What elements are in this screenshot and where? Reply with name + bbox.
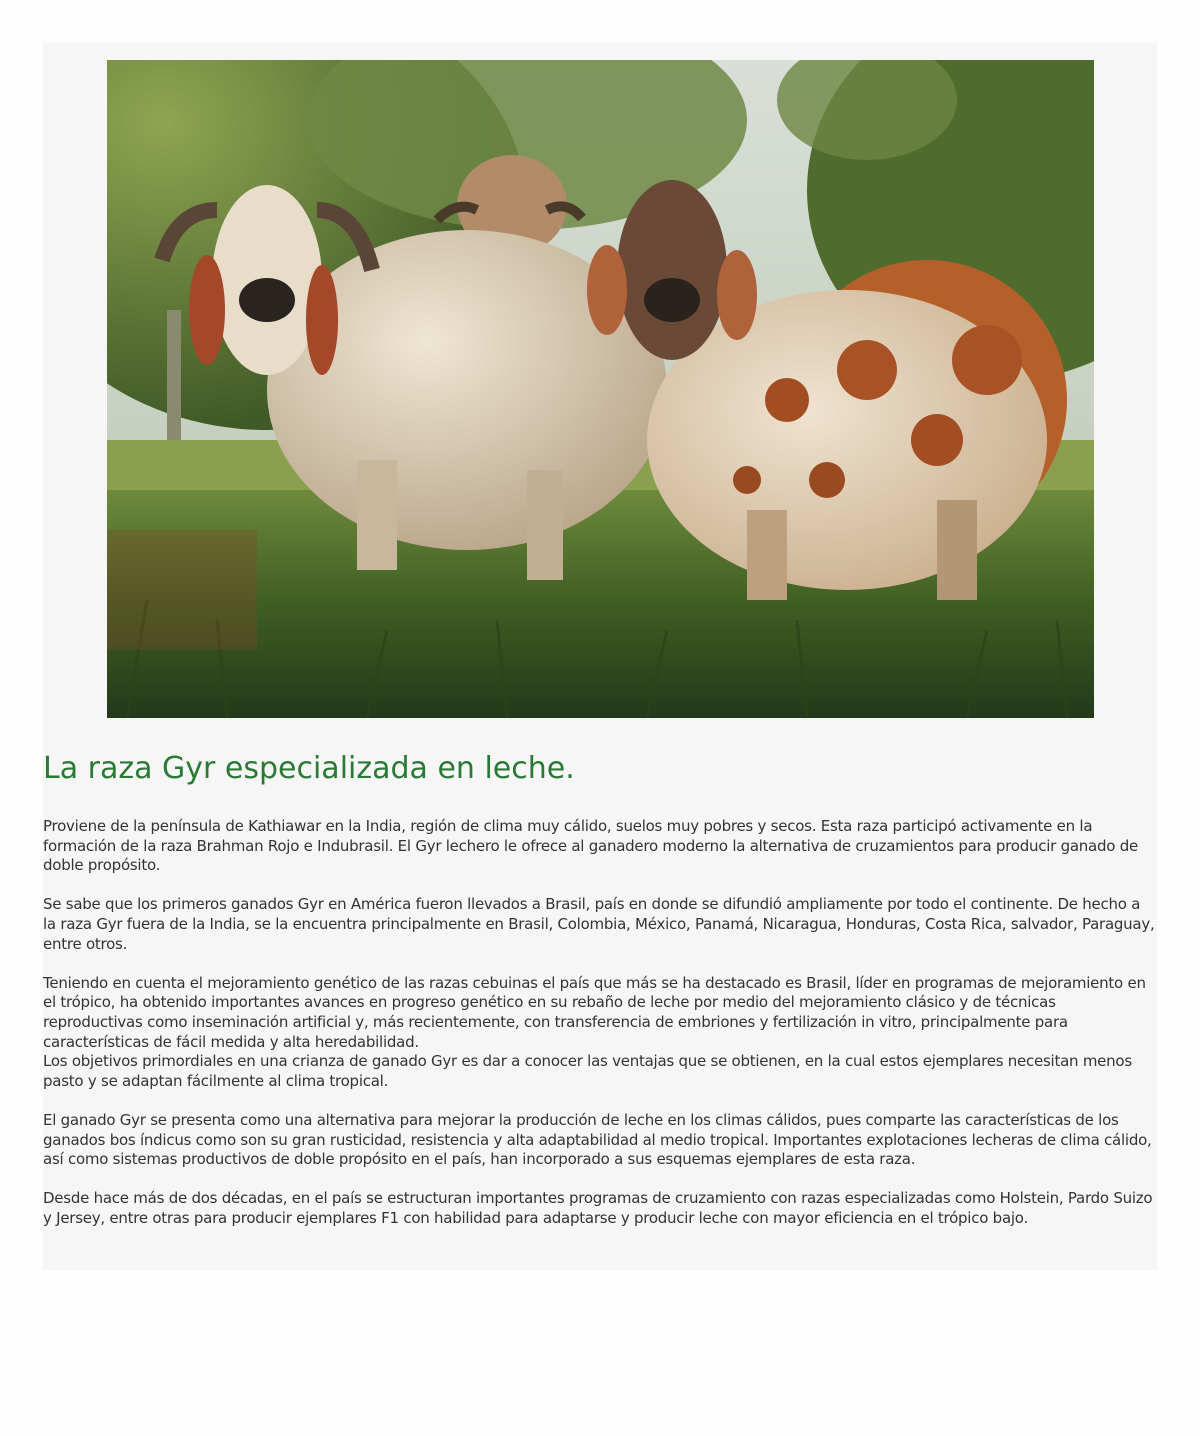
article-title: La raza Gyr especializada en leche. bbox=[43, 751, 575, 786]
article-body bbox=[43, 817, 1157, 1248]
cattle-photo bbox=[107, 60, 1094, 718]
paragraph-crossbreeding: Desde hace más de dos décadas, en el país se estructuran importantes programas de cruzamiento con razas especializadas como Holstein, Pardo Suizo y Jersey, entre otras para producir ejemplares F1 con habilidad para adaptarse y producir leche con mayor eficiencia en el trópico bajo. bbox=[43, 1189, 1153, 1227]
paragraph-genetic-improvement: Teniendo en cuenta el mejoramiento genético de las razas cebuinas el país que más se ha destacado es Brasil, líder en programas de mejoramiento en el trópico, ha obtenido importantes avances en progreso genético en su rebaño de leche por medio del mejoramiento clásico y de técnicas reproductivas como inseminación artificial y, más recientemente, con transferencia de embriones y fertilización in vitro, principalmente para características de fácil medida y alta heredabilidad. bbox=[43, 973, 1146, 1051]
paragraph-america: Se sabe que los primeros ganados Gyr en América fueron llevados a Brasil, país en donde se difundió ampliamente por todo el continente. De hecho a la raza Gyr fuera de la India, se la encuentra principalmente en Brasil, Colombia, México, Panamá, Nicaragua, Honduras, Costa Rica, salvador, Paraguay, entre otros. bbox=[43, 895, 1155, 953]
paragraph-origin: Proviene de la península de Kathiawar en la India, región de clima muy cálido, suelos muy pobres y secos. Esta raza participó activamente en la formación de la raza Brahman Rojo e Indubrasil. El Gyr lechero le ofrece al ganadero moderno la alternativa de cruzamientos para producir ganado de doble propósito. bbox=[43, 817, 1138, 875]
cattle-photo-illustration bbox=[107, 60, 1094, 718]
article-card bbox=[43, 43, 1157, 1270]
paragraph-alternative: El ganado Gyr se presenta como una alternativa para mejorar la producción de leche en los climas cálidos, pues comparte las características de los ganados bos índicus como son su gran rusticidad, resistencia y alta adaptabilidad al medio tropical. Importantes explotaciones lecheras de clima cálido, así como sistemas productivos de doble propósito en el país, han incorporado a sus esquemas ejemplares de esta raza. bbox=[43, 1110, 1152, 1169]
paragraph-objectives: Los objetivos primordiales en una crianza de ganado Gyr es dar a conocer las ventajas que se obtienen, en la cual estos ejemplares necesitan menos pasto y se adaptan fácilmente al clima tropical. bbox=[43, 1052, 1132, 1090]
